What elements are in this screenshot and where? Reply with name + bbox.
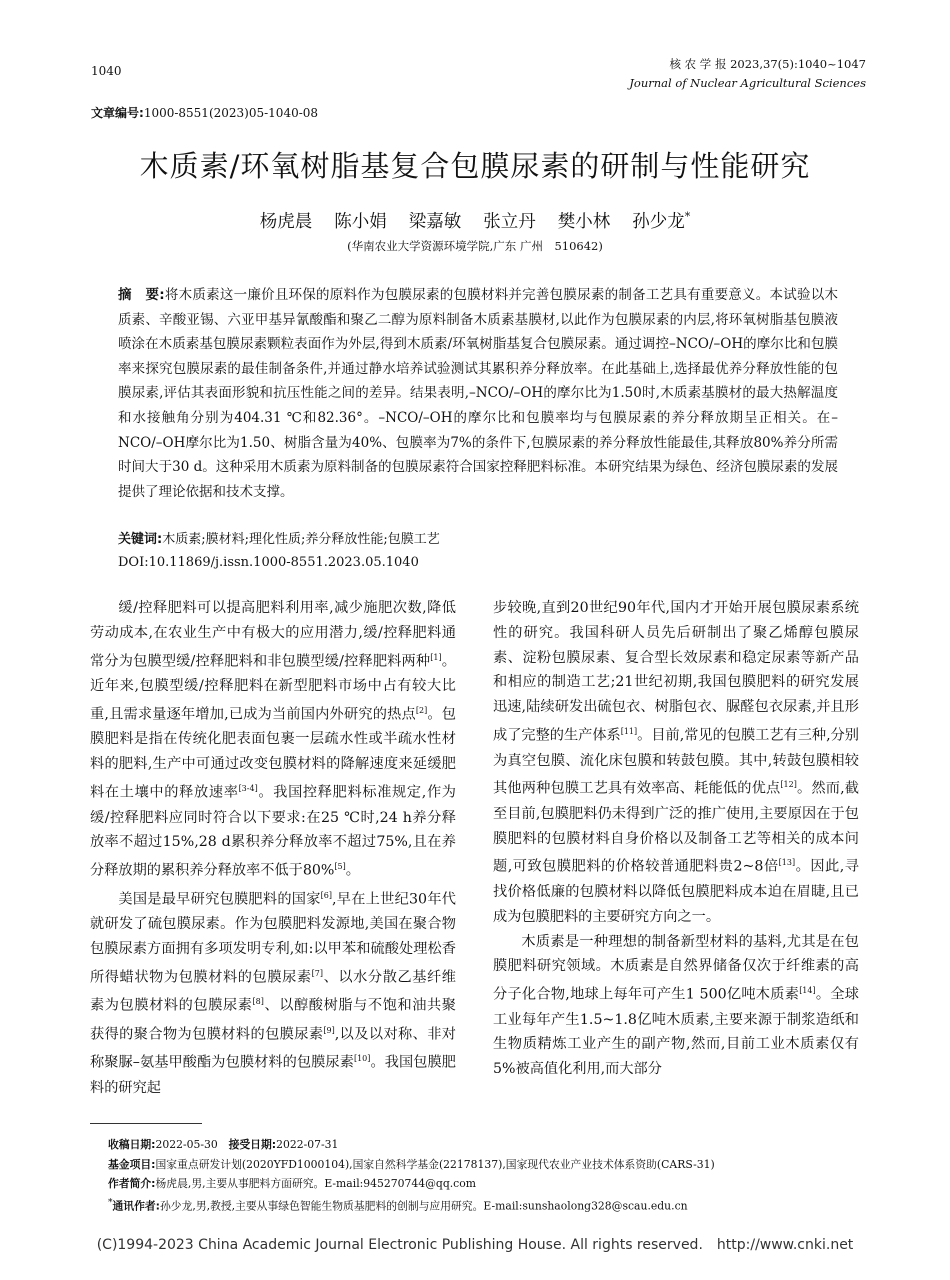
doi: DOI:10.11869/j.issn.1000-8551.2023.05.1040 <box>118 555 419 570</box>
author: 樊小林 <box>557 212 611 232</box>
author: 杨虎晨 <box>259 212 313 232</box>
citation: [12] <box>780 780 797 790</box>
footnote-author: 作者简介:杨虎晨,男,主要从事肥料方面研究。E-mail:945270744@qq.com <box>108 1177 476 1190</box>
author-list <box>0 208 950 233</box>
page-number: 1040 <box>91 64 122 78</box>
citation: [10] <box>353 1054 371 1064</box>
citation: [13] <box>778 858 796 868</box>
corresponding-mark: * <box>684 210 691 224</box>
author: 张立丹 <box>483 212 536 232</box>
keywords <box>118 528 838 547</box>
footnotes <box>108 1135 868 1216</box>
paragraph: 步较晚,直到20世纪90年代,国内才开始开展包膜尿素系统性的研究。我国科研人员先后研制出了聚乙烯醇包膜尿素、淀粉包膜尿素、复合型长效尿素和稳定尿素等新产品和相应的制造工艺;21世纪初期,我国包膜肥料的研究发展迅速,陆续研发出硫包衣、树脂包衣、脲醛包衣尿素,并且形成了完整的生产体系[11]。目前,常见的包膜工艺有三种,分别为真空包膜、流化床包膜和转鼓包膜。其中,转鼓包膜相较其他两种包膜工艺具有效率高、耗能低的优点[12]。然而,截至目前,包膜肥料仍未得到广泛的推广使用,主要原因在于包膜肥料的包膜材料自身价格以及制备工艺等相关的成本问题,可致包膜肥料的价格较普通肥料贵2~8倍[13]。因此,寻找价格低廉的包膜材料以降低包膜肥料成本迫在眉睫,且已成为包膜肥料的主要研究方向之一。 <box>493 600 859 925</box>
footnote-dates: 收稿日期:2022-05-30 接受日期:2022-07-31 <box>108 1138 339 1151</box>
keywords-value: 木质素;膜材料;理化性质;养分释放性能;包膜工艺 <box>162 532 440 547</box>
article-number-value: 1000-8551(2023)05-1040-08 <box>143 106 319 120</box>
paper-title: 木质素/环氧树脂基复合包膜尿素的研制与性能研究 <box>139 149 811 183</box>
body-column-right <box>493 596 859 1082</box>
body-column-left <box>90 596 456 1101</box>
abstract <box>118 283 838 504</box>
author-corresponding: 孙少龙* <box>632 210 691 232</box>
citation: [11] <box>620 726 638 736</box>
citation: [5] <box>334 862 346 872</box>
citation: [9] <box>323 1025 335 1035</box>
author: 梁嘉敏 <box>408 212 462 232</box>
footnote-divider <box>90 1123 202 1124</box>
citation: [3-4] <box>238 784 258 794</box>
citation: [8] <box>252 997 264 1007</box>
article-number <box>91 104 318 121</box>
citation: [7] <box>311 968 323 978</box>
journal-header <box>629 55 866 93</box>
journal-name-cn: 核 农 学 报 2023,37(5):1040~1047 <box>669 57 866 71</box>
author: 陈小娟 <box>334 212 387 232</box>
footnote-corresponding: *通讯作者:孙少龙,男,教授,主要从事绿色智能生物质基肥料的创制与应用研究。E-mail:sunshaolong328@scau.edu.cn <box>108 1197 688 1213</box>
abstract-text: 将木质素这一廉价且环保的原料作为包膜尿素的包膜材料并完善包膜尿素的制备工艺具有重要意义。本试验以木质素、辛酸亚锡、六亚甲基异氰酸酯和聚乙二醇为原料制备木质素基膜材,以此作为包膜尿素的内层,将环氧树脂基包膜液喷涂在木质素基包膜尿素颗粒表面作为外层,得到木质素/环氧树脂基复合包膜尿素。通过调控–NCO/–OH的摩尔比和包膜率来探究包膜尿素的最佳制备条件,并通过静水培养试验测试其累积养分释放率。在此基础上,选择最优养分释放性能的包膜尿素,评估其表面形貌和抗压性能之间的差异。结果表明,–NCO/–OH的摩尔比为1.50时,木质素基膜材的最大热解温度和水接触角分别为404.31 ℃和82.36°。–NCO/–OH的摩尔比和包膜率均与包膜尿素的养分释放期呈正相关。在–NCO/–OH摩尔比为1.50、树脂含量为40%、包膜率为7%的条件下,包膜尿素的养分释放性能最佳,其释放80%养分所需时间大于30 d。这种采用木质素为原料制备的包膜尿素符合国家控释肥料标准。本研究结果为绿色、经济包膜尿素的发展提供了理论依据和技术支撑。 <box>118 287 839 500</box>
citation: [6] <box>320 890 333 900</box>
citation: [2] <box>415 705 428 715</box>
paragraph: 缓/控释肥料可以提高肥料利用率,减少施肥次数,降低劳动成本,在农业生产中有极大的应用潜力,缓/控释肥料通常分为包膜型缓/控释肥料和非包膜型缓/控释肥料两种[1]。近年来,包膜型缓/控释肥料在新型肥料市场中占有较大比重,且需求量逐年增加,已成为当前国内外研究的热点[2]。包膜肥料是指在传统化肥表面包裹一层疏水性或半疏水性材料的肥料,生产中可通过改变包膜材料的降解速度来延缓肥料在土壤中的释放速率[3-4]。我国控释肥料标准规定,作为缓/控释肥料应同时符合以下要求:在25 ℃时,24 h养分释放率不超过15%,28 d累积养分释放率不超过75%,且在养分释放期的累积养分释放率不低于80%[5]。 <box>90 600 456 879</box>
journal-name-en: Journal of Nuclear Agricultural Sciences <box>629 76 866 90</box>
keywords-label: 关键词: <box>118 532 163 547</box>
citation: [14] <box>799 986 816 996</box>
copyright-notice: (C)1994-2023 China Academic Journal Electronic Publishing House. All rights reserved. http://www.cnki.net <box>96 1237 854 1253</box>
article-number-label: 文章编号: <box>91 106 144 120</box>
paragraph: 美国是最早研究包膜肥料的国家[6],早在上世纪30年代就研发了硫包膜尿素。作为包膜肥料发源地,美国在聚合物包膜尿素方面拥有多项发明专利,如:以甲苯和硫酸处理松香所得蜡状物为包膜材料的包膜尿素[7]、以水分散乙基纤维素为包膜材料的包膜尿素[8]、以醇酸树脂与不饱和油共聚获得的聚合物为包膜材料的包膜尿素[9],以及以对称、非对称聚脲–氨基甲酸酯为包膜材料的包膜尿素[10]。我国包膜肥料的研究起 <box>90 890 456 1096</box>
paragraph: 木质素是一种理想的制备新型材料的基料,尤其是在包膜肥料研究领域。木质素是自然界储备仅次于纤维素的高分子化合物,地球上每年可产生1 500亿吨木质素[14]。全球工业每年产生1.5~1.8亿吨木质素,主要来源于制浆造纸和生物质精炼工业产生的副产物,然而,目前工业木质素仅有5%被高值化利用,而大部分 <box>493 933 859 1078</box>
footnote-fund: 基金项目:国家重点研发计划(2020YFD1000104),国家自然科学基金(22178137),国家现代农业产业技术体系资助(CARS-31) <box>108 1157 715 1171</box>
citation: [1] <box>430 652 442 662</box>
abstract-label: 摘 要: <box>118 287 165 303</box>
affiliation: (华南农业大学资源环境学院,广东 广州 510642) <box>347 239 603 253</box>
